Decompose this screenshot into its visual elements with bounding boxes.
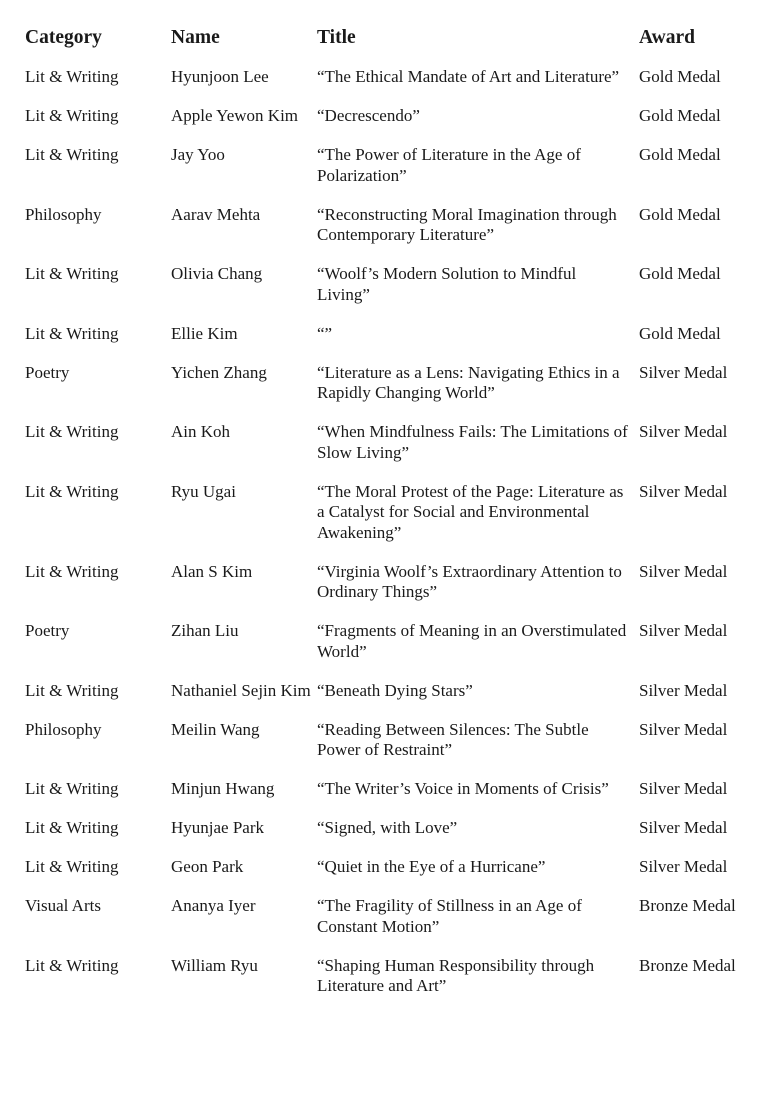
cell-title: “Fragments of Meaning in an Overstimulated World” xyxy=(317,621,627,661)
cell-category: Philosophy xyxy=(25,719,102,739)
table-row xyxy=(25,681,759,720)
cell-award: Silver Medal xyxy=(639,680,728,700)
table-row xyxy=(25,363,759,423)
cell-award: Silver Medal xyxy=(639,561,728,581)
table-row xyxy=(25,621,759,681)
cell-title: “” xyxy=(317,323,333,343)
cell-award: Silver Medal xyxy=(639,422,728,441)
table-row xyxy=(25,779,759,818)
cell-name: Nathaniel Sejin Kim xyxy=(171,680,311,700)
cell-category: Lit & Writing xyxy=(25,779,119,798)
cell-award: Gold Medal xyxy=(639,264,721,283)
cell-name: Olivia Chang xyxy=(171,264,263,283)
cell-award: Bronze Medal xyxy=(639,955,736,975)
table-row xyxy=(25,482,759,562)
cell-category: Visual Arts xyxy=(25,896,101,915)
table-row xyxy=(25,818,759,857)
cell-title: “Shaping Human Responsibility through Literature and Art” xyxy=(317,955,595,995)
cell-name: Meilin Wang xyxy=(171,719,260,739)
table-body xyxy=(25,67,759,1015)
cell-category: Lit & Writing xyxy=(25,680,119,700)
cell-name: Alan S Kim xyxy=(171,561,253,581)
cell-category: Lit & Writing xyxy=(25,145,119,164)
cell-title: “Beneath Dying Stars” xyxy=(317,680,473,700)
cell-award: Silver Medal xyxy=(639,719,728,739)
cell-award: Silver Medal xyxy=(639,818,728,837)
cell-award: Gold Medal xyxy=(639,106,721,125)
table-row xyxy=(25,145,759,205)
table-row xyxy=(25,720,759,780)
cell-title: “Woolf’s Modern Solution to Mindful Living” xyxy=(317,264,577,304)
cell-title: “Literature as a Lens: Navigating Ethics in a Rapidly Changing World” xyxy=(317,362,620,402)
header-row xyxy=(25,24,759,67)
cell-name: Ryu Ugai xyxy=(171,481,236,501)
table-header xyxy=(25,24,759,67)
cell-award: Gold Medal xyxy=(639,204,721,224)
cell-category: Lit & Writing xyxy=(25,955,119,975)
table-row xyxy=(25,956,759,1016)
cell-title: “Virginia Woolf’s Extraordinary Attention to Ordinary Things” xyxy=(317,561,622,601)
cell-title: “When Mindfulness Fails: The Limitations of Slow Living” xyxy=(317,422,628,462)
cell-award: Silver Medal xyxy=(639,362,728,382)
cell-name: William Ryu xyxy=(171,955,258,975)
cell-name: Ananya Iyer xyxy=(171,896,256,915)
cell-name: Hyunjae Park xyxy=(171,818,265,837)
cell-title: “The Fragility of Stillness in an Age of Constant Motion” xyxy=(317,896,582,936)
table-row xyxy=(25,857,759,896)
cell-title: “Decrescendo” xyxy=(317,106,420,125)
table-row xyxy=(25,422,759,482)
cell-award: Silver Medal xyxy=(639,779,728,798)
table-row xyxy=(25,324,759,363)
cell-category: Lit & Writing xyxy=(25,481,119,501)
cell-title: “The Power of Literature in the Age of Polarization” xyxy=(317,145,581,185)
cell-title: “Signed, with Love” xyxy=(317,818,458,837)
cell-award: Silver Medal xyxy=(639,857,728,876)
cell-title: “Quiet in the Eye of a Hurricane” xyxy=(317,857,546,876)
table-row xyxy=(25,264,759,324)
cell-title: “Reading Between Silences: The Subtle Power of Restraint” xyxy=(317,719,589,759)
cell-award: Bronze Medal xyxy=(639,896,736,915)
cell-name: Ain Koh xyxy=(171,422,231,441)
cell-title: “Reconstructing Moral Imagination through Contemporary Literature” xyxy=(317,204,617,244)
cell-name: Yichen Zhang xyxy=(171,362,267,382)
cell-award: Gold Medal xyxy=(639,67,721,86)
cell-award: Gold Medal xyxy=(639,145,721,164)
cell-name: Hyunjoon Lee xyxy=(171,67,269,86)
cell-category: Poetry xyxy=(25,621,70,640)
cell-award: Silver Medal xyxy=(639,481,728,501)
cell-category: Lit & Writing xyxy=(25,422,119,441)
header-name: Name xyxy=(171,27,220,48)
cell-category: Lit & Writing xyxy=(25,857,119,876)
table-row xyxy=(25,896,759,956)
cell-name: Zihan Liu xyxy=(171,621,239,640)
cell-title: “The Writer’s Voice in Moments of Crisis” xyxy=(317,779,609,798)
cell-category: Lit & Writing xyxy=(25,323,119,343)
table-row xyxy=(25,106,759,145)
table-row xyxy=(25,562,759,622)
cell-category: Lit & Writing xyxy=(25,818,119,837)
cell-name: Geon Park xyxy=(171,857,244,876)
cell-name: Ellie Kim xyxy=(171,323,238,343)
header-category: Category xyxy=(25,27,102,48)
cell-title: “The Moral Protest of the Page: Literature as a Catalyst for Social and Environmental Awakening” xyxy=(317,481,624,542)
cell-name: Aarav Mehta xyxy=(171,204,261,224)
cell-name: Jay Yoo xyxy=(171,145,225,164)
cell-award: Silver Medal xyxy=(639,621,728,640)
cell-category: Lit & Writing xyxy=(25,264,119,283)
cell-name: Minjun Hwang xyxy=(171,779,275,798)
cell-category: Poetry xyxy=(25,362,70,382)
cell-category: Lit & Writing xyxy=(25,561,119,581)
cell-title: “The Ethical Mandate of Art and Literature” xyxy=(317,67,620,86)
cell-category: Philosophy xyxy=(25,204,102,224)
cell-category: Lit & Writing xyxy=(25,106,119,125)
cell-name: Apple Yewon Kim xyxy=(171,106,299,125)
header-award: Award xyxy=(639,27,695,48)
table-row xyxy=(25,67,759,106)
header-title: Title xyxy=(317,27,356,48)
awards-table xyxy=(25,24,759,1015)
cell-award: Gold Medal xyxy=(639,323,721,343)
table-row xyxy=(25,205,759,265)
cell-category: Lit & Writing xyxy=(25,67,119,86)
